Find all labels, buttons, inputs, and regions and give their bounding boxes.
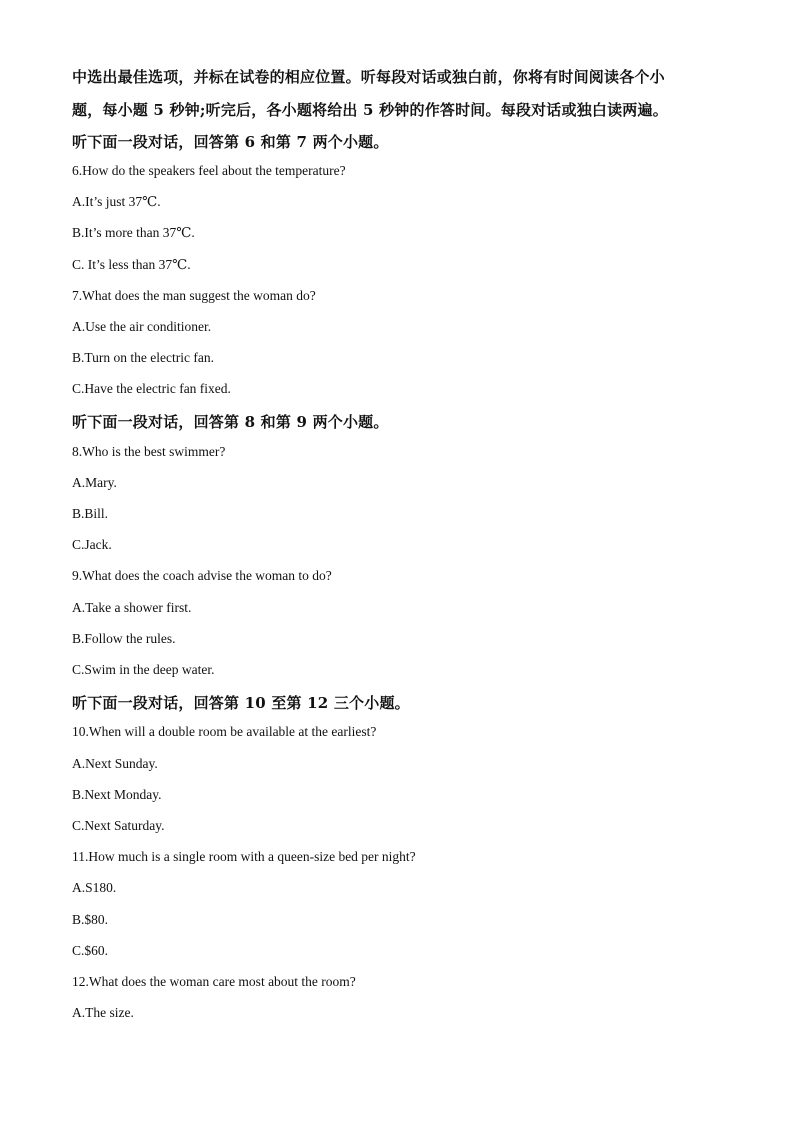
question-8: 8.Who is the best swimmer? [72, 444, 226, 459]
intro-line-1: 中选出最佳选项，并标在试卷的相应位置。听每段对话或独白前，你将有时间阅读各个小 [72, 68, 665, 86]
option-7a: A.Use the air conditioner. [72, 319, 212, 334]
question-6: 6.How do the speakers feel about the temperature? [72, 163, 346, 178]
option-9b: B.Follow the rules. [72, 631, 176, 646]
section-heading: 听下面一段对话，回答第 6 和第 7 两个小题。 [72, 133, 389, 151]
option-6c: C. It’s less than 37℃. [72, 257, 191, 272]
question-11: 11.How much is a single room with a queen-size bed per night? [72, 849, 416, 864]
section-heading: 听下面一段对话，回答第 10 至第 12 三个小题。 [72, 694, 410, 712]
option-9a: A.Take a shower first. [72, 600, 192, 615]
option-11a: A.S180. [72, 880, 117, 895]
option-8c: C.Jack. [72, 537, 112, 552]
question-9: 9.What does the coach advise the woman to do? [72, 568, 332, 583]
option-8b: B.Bill. [72, 506, 109, 521]
option-11c: C.$60. [72, 943, 109, 958]
section-heading: 听下面一段对话，回答第 8 和第 9 两个小题。 [72, 413, 389, 431]
question-12: 12.What does the woman care most about the room? [72, 974, 356, 989]
option-11b: B.$80. [72, 912, 109, 927]
option-10c: C.Next Saturday. [72, 818, 165, 833]
option-8a: A.Mary. [72, 475, 117, 490]
option-12a: A.The size. [72, 1005, 134, 1020]
option-10b: B.Next Monday. [72, 787, 162, 802]
option-7b: B.Turn on the electric fan. [72, 350, 214, 365]
option-9c: C.Swim in the deep water. [72, 662, 215, 677]
option-7c: C.Have the electric fan fixed. [72, 381, 231, 396]
question-10: 10.When will a double room be available at the earliest? [72, 724, 377, 739]
intro-line-2: 题，每小题 5 秒钟;听完后，各小题将给出 5 秒钟的作答时间。每段对话或独白读两遍。 [72, 101, 668, 119]
option-6a: A.It’s just 37℃. [72, 194, 161, 209]
option-10a: A.Next Sunday. [72, 756, 158, 771]
option-6b: B.It’s more than 37℃. [72, 225, 195, 240]
question-7: 7.What does the man suggest the woman do? [72, 288, 316, 303]
